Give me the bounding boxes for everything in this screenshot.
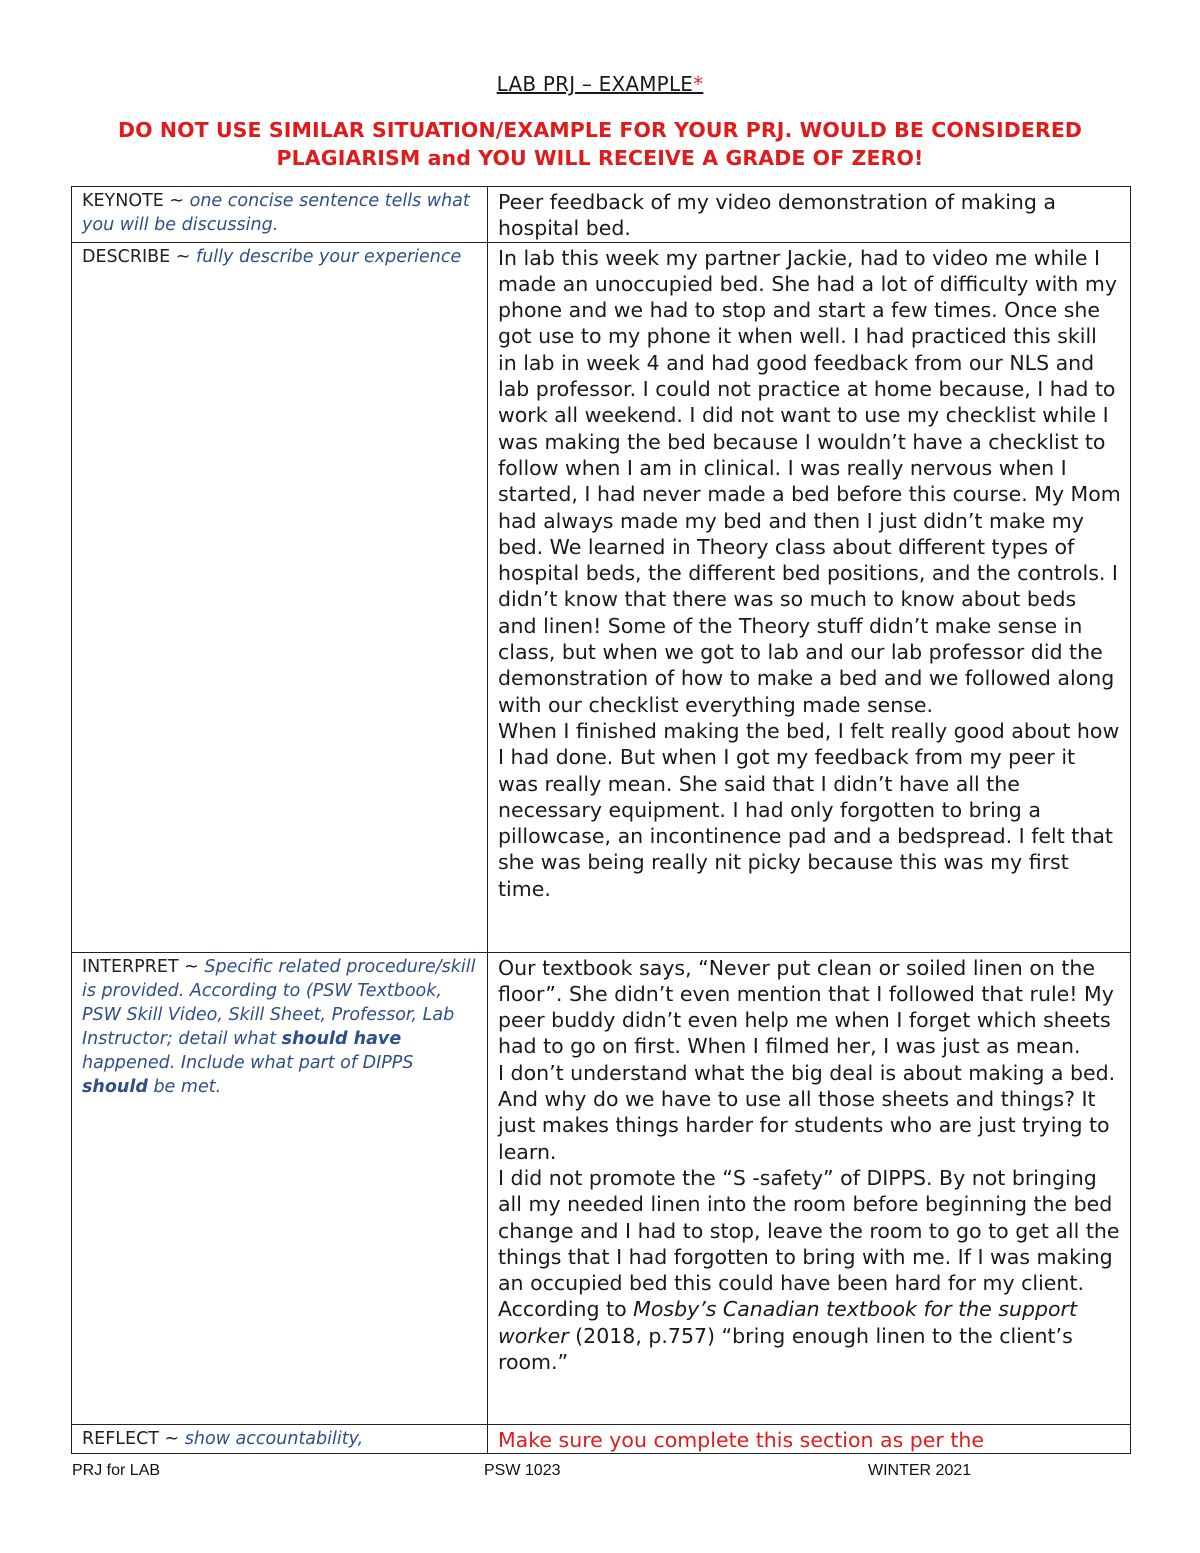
keynote-hint: one concise sentence tells what you will be discussing. (82, 191, 470, 235)
interpret-content-cell (488, 952, 1131, 1424)
interpret-paragraph-1: Our textbook says, “Never put clean or soiled linen on the floor”. She didn’t even mention that I followed that rule! My peer buddy didn’t even help me when I forget which sheets had to go on first. When I filmed her, I was just as mean. (498, 955, 1114, 1059)
table-row-interpret (72, 952, 1131, 1424)
interpret-p3-text: I did not promote the “S -safety” of DIPPS. By not bringing all my needed linen into the room before beginning the bed change and I had to stop, leave the room to go to get all the things that I had forgotten to bring with me. If I was making an occupied bed this could have been hard for my client. According to (498, 1165, 1120, 1322)
interpret-paragraph-2: I don’t understand what the big deal is about making a bed. And why do we have to use all those sheets and things? It just makes things harder for students who are just trying to learn. (498, 1060, 1116, 1164)
interpret-hint-a: Specific related procedure/skill is provided. According to (PSW Textbook, PSW Skill Video, Skill Sheet, Professor, Lab Instructor; detail what (82, 956, 476, 1049)
plagiarism-warning: DO NOT USE SIMILAR SITUATION/EXAMPLE FOR YOUR PRJ. WOULD BE CONSIDERED PLAGIARISM and YOU WILL RECEIVE A GRADE OF ZERO! (117, 118, 1083, 170)
describe-label-cell (72, 242, 488, 952)
interpret-p3-citation: Mosby’s Canadian textbook for the support worker (498, 1297, 1078, 1348)
interpret-label: INTERPRET ~ (82, 956, 205, 977)
keynote-label-cell (72, 187, 488, 243)
keynote-label: KEYNOTE ~ (82, 191, 190, 211)
interpret-hint-d: be met. (147, 1076, 222, 1097)
interpret-paragraph-3 (498, 1165, 1121, 1375)
reflect-label-cell (72, 1424, 488, 1453)
footer-term: WINTER 2021 (868, 1462, 972, 1479)
table-row-describe (72, 242, 1131, 952)
interpret-hint-c: happened. Include what part of DIPPS (82, 1052, 414, 1073)
describe-content-cell (488, 242, 1131, 952)
describe-paragraph-2: When I finished making the bed, I felt really good about how I had done. But when I got my feedback from my peer it was really mean. She said that I didn’t have all the necessary equipment. I had only forgotten to bring a pillowcase, an incontinence pad and a bedspread. I felt that she was being really nit picky because this was my first time. (498, 718, 1120, 901)
describe-paragraph-1: In lab this week my partner Jackie, had to video me while I made an unoccupied bed. She had a lot of difficulty with my phone and we had to stop and start a few times. Once she got use to my phone it when well. I had practiced this skill in lab in week 4 and had good feedback from our NLS and lab professor. I could not practice at home because, I had to work all weekend. I did not want to use my checklist while I was making the bed because I wouldn’t have a checklist to follow when I am in clinical. I was really nervous when I started, I had never made a bed before this course. My Mom had always made my bed and then I just didn’t make my bed. We learned in Theory class about different types of hospital beds, the different bed positions, and the controls. I didn’t know that there was so much to know about beds and linen! Some of the Theory stuff didn’t make sense in class, but when we got to lab and our lab professor did the demonstration of how to make a bed and we followed along with our checklist everything made sense. (498, 245, 1121, 717)
reflect-content: Make sure you complete this section as per the (498, 1427, 984, 1452)
reflect-hint: show accountability, (184, 1428, 364, 1449)
describe-hint: fully describe your experience (196, 246, 462, 267)
page-title (0, 72, 1200, 96)
interpret-hint-emphasis-1: should have (281, 1028, 402, 1049)
interpret-label-cell (72, 952, 488, 1424)
footer-course-type: PRJ for LAB (72, 1462, 161, 1479)
keynote-content: Peer feedback of my video demonstration of making a hospital bed. (498, 190, 1056, 241)
reflect-label: REFLECT ~ (82, 1428, 185, 1449)
keynote-content-cell (488, 187, 1131, 243)
reflect-content-cell (488, 1424, 1131, 1453)
table-row-keynote (72, 187, 1131, 243)
title-asterisk: * (693, 72, 704, 96)
table-row-reflect (72, 1424, 1131, 1453)
interpret-p3-end: (2018, p.757) “bring enough linen to the client’s room.” (498, 1323, 1073, 1375)
describe-label: DESCRIBE ~ (82, 246, 197, 267)
prj-table (71, 186, 1131, 1454)
interpret-hint-emphasis-2: should (82, 1076, 148, 1097)
footer-course-code: PSW 1023 (484, 1462, 561, 1479)
title-text: LAB PRJ – EXAMPLE (496, 72, 694, 96)
